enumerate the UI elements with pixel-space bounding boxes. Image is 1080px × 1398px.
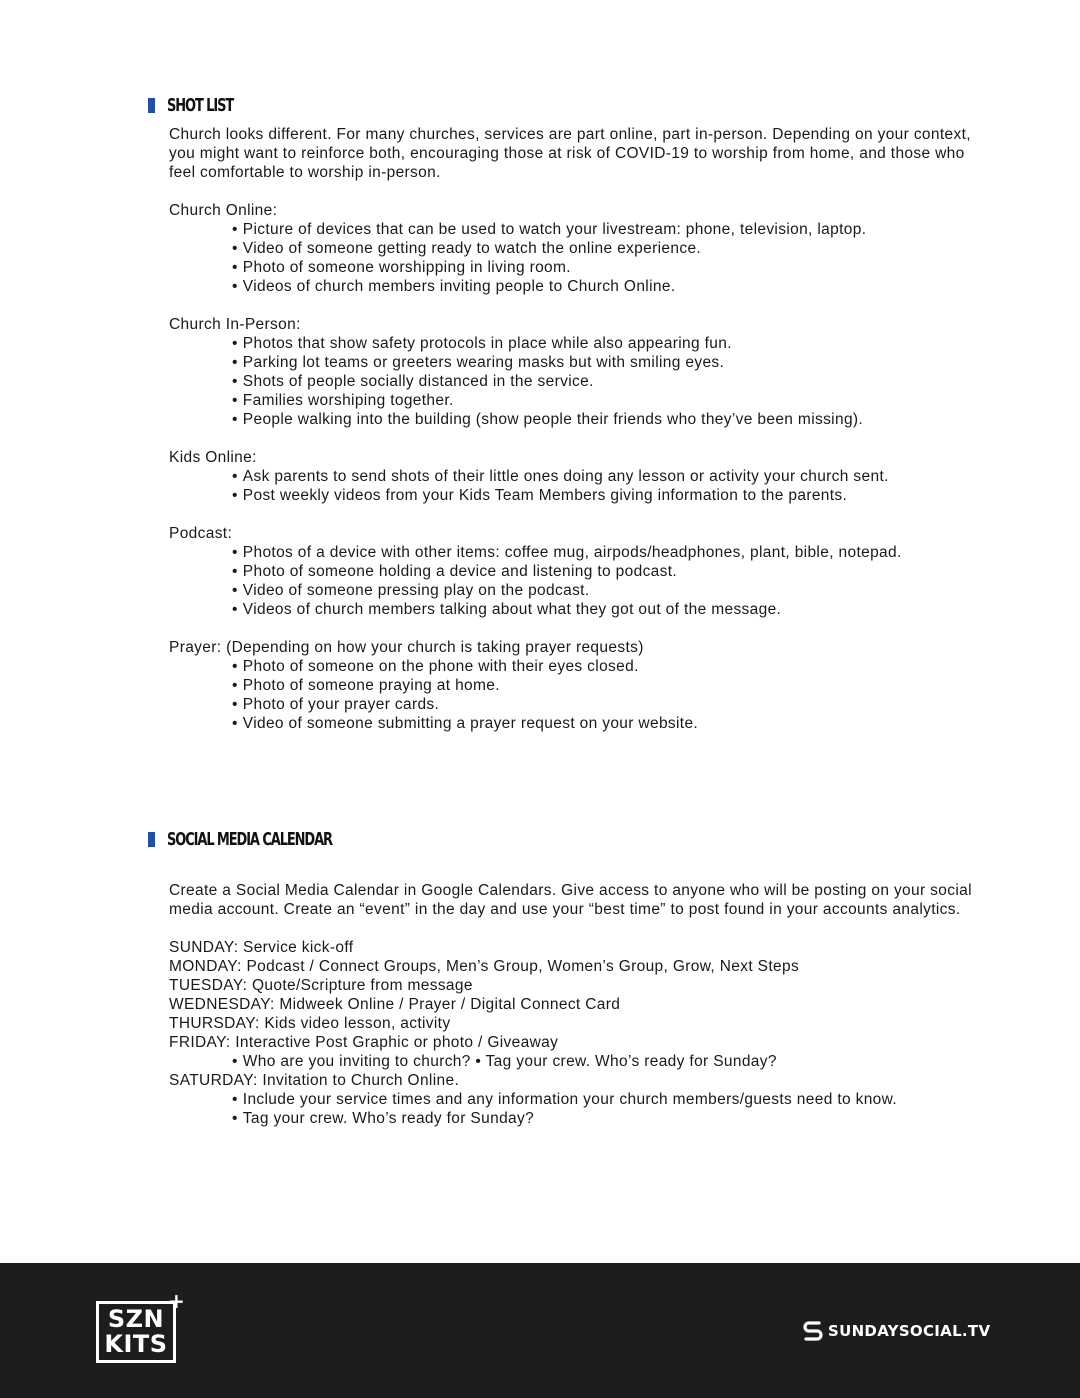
list-item: • People walking into the building (show people their friends who they’ve been missing). — [232, 410, 989, 429]
social-calendar-title: SOCIAL MEDIA CALENDAR — [167, 828, 332, 850]
calendar-day: SATURDAY: Invitation to Church Online. — [169, 1072, 460, 1089]
list-item: • Parking lot teams or greeters wearing masks but with smiling eyes. — [232, 353, 989, 372]
list-item: • Who are you inviting to church? • Tag your crew. Who’s ready for Sunday? — [232, 1052, 989, 1071]
shot-list-title: SHOT LIST — [167, 94, 234, 116]
calendar-day: TUESDAY: Quote/Scripture from message — [169, 977, 473, 994]
shot-list-heading — [148, 93, 259, 117]
calendar-day-list — [169, 1090, 989, 1128]
list-item: • Photos of a device with other items: coffee mug, airpods/headphones, plant, bible, notepad. — [232, 543, 989, 562]
social-calendar-body — [169, 881, 989, 1128]
calendar-day: FRIDAY: Interactive Post Graphic or photo / Giveaway — [169, 1034, 559, 1051]
brand-text: SUNDAYSOCIAL.TV — [828, 1322, 991, 1340]
shot-group-label: Prayer: (Depending on how your church is taking prayer requests) — [169, 639, 644, 656]
shot-list-groups — [169, 201, 989, 733]
list-item: • Photo of your prayer cards. — [232, 695, 989, 714]
heading-marker — [148, 98, 155, 113]
logo-plus-icon: + — [168, 1289, 185, 1313]
calendar-day-list — [169, 1052, 989, 1071]
shot-list-intro: Church looks different. For many churches, services are part online, part in-person. Depending on your context, you might want to reinforce both, encouraging those at risk of COVID-19 to worship from home, and those who feel comfortable to worship in-person. — [169, 126, 971, 181]
calendar-day: THURSDAY: Kids video lesson, activity — [169, 1015, 451, 1032]
list-item: • Ask parents to send shots of their little ones doing any lesson or activity your church sent. — [232, 467, 989, 486]
szn-kits-logo — [96, 1301, 176, 1363]
list-item: • Video of someone getting ready to watch the online experience. — [232, 239, 989, 258]
calendar-day: WEDNESDAY: Midweek Online / Prayer / Digital Connect Card — [169, 996, 621, 1013]
shot-group — [169, 448, 989, 505]
shot-group-list — [169, 543, 989, 619]
shot-group-label: Church Online: — [169, 202, 278, 219]
shot-group-label: Church In-Person: — [169, 316, 301, 333]
shot-group-label: Podcast: — [169, 525, 233, 542]
shot-group — [169, 315, 989, 429]
logo-line-1: SZN — [107, 1305, 165, 1333]
calendar-day: SUNDAY: Service kick-off — [169, 939, 354, 956]
social-calendar-heading — [148, 827, 396, 851]
list-item: • Videos of church members talking about what they got out of the message. — [232, 600, 989, 619]
shot-group-list — [169, 334, 989, 429]
list-item: • Photo of someone on the phone with their eyes closed. — [232, 657, 989, 676]
list-item: • Include your service times and any information your church members/guests need to know. — [232, 1090, 989, 1109]
shot-group-list — [169, 657, 989, 733]
shot-group — [169, 201, 989, 296]
list-item: • Shots of people socially distanced in the service. — [232, 372, 989, 391]
shot-group — [169, 638, 989, 733]
footer — [0, 1263, 1080, 1398]
shot-group — [169, 524, 989, 619]
shot-list-body — [169, 125, 989, 733]
list-item: • Video of someone pressing play on the podcast. — [232, 581, 989, 600]
list-item: • Picture of devices that can be used to watch your livestream: phone, television, laptop. — [232, 220, 989, 239]
social-calendar-intro: Create a Social Media Calendar in Google Calendars. Give access to anyone who will be posting on your social media account. Create an “event” in the day and use your “best time” to post found in your accounts analytics. — [169, 882, 972, 918]
list-item: • Post weekly videos from your Kids Team Members giving information to the parents. — [232, 486, 989, 505]
shot-group-label: Kids Online: — [169, 449, 257, 466]
calendar-day: MONDAY: Podcast / Connect Groups, Men’s Group, Women’s Group, Grow, Next Steps — [169, 958, 800, 975]
list-item: • Photo of someone worshipping in living room. — [232, 258, 989, 277]
list-item: • Photos that show safety protocols in place while also appearing fun. — [232, 334, 989, 353]
logo-line-2: KITS — [104, 1330, 168, 1358]
sundaysocial-brand — [802, 1319, 990, 1343]
heading-marker — [148, 832, 155, 847]
list-item: • Tag your crew. Who’s ready for Sunday? — [232, 1109, 989, 1128]
shot-group-list — [169, 220, 989, 296]
list-item: • Photo of someone praying at home. — [232, 676, 989, 695]
sundaysocial-s-icon — [802, 1319, 824, 1343]
calendar-days — [169, 938, 989, 1128]
list-item: • Video of someone submitting a prayer request on your website. — [232, 714, 989, 733]
list-item: • Videos of church members inviting people to Church Online. — [232, 277, 989, 296]
shot-group-list — [169, 467, 989, 505]
list-item: • Photo of someone holding a device and listening to podcast. — [232, 562, 989, 581]
list-item: • Families worshiping together. — [232, 391, 989, 410]
